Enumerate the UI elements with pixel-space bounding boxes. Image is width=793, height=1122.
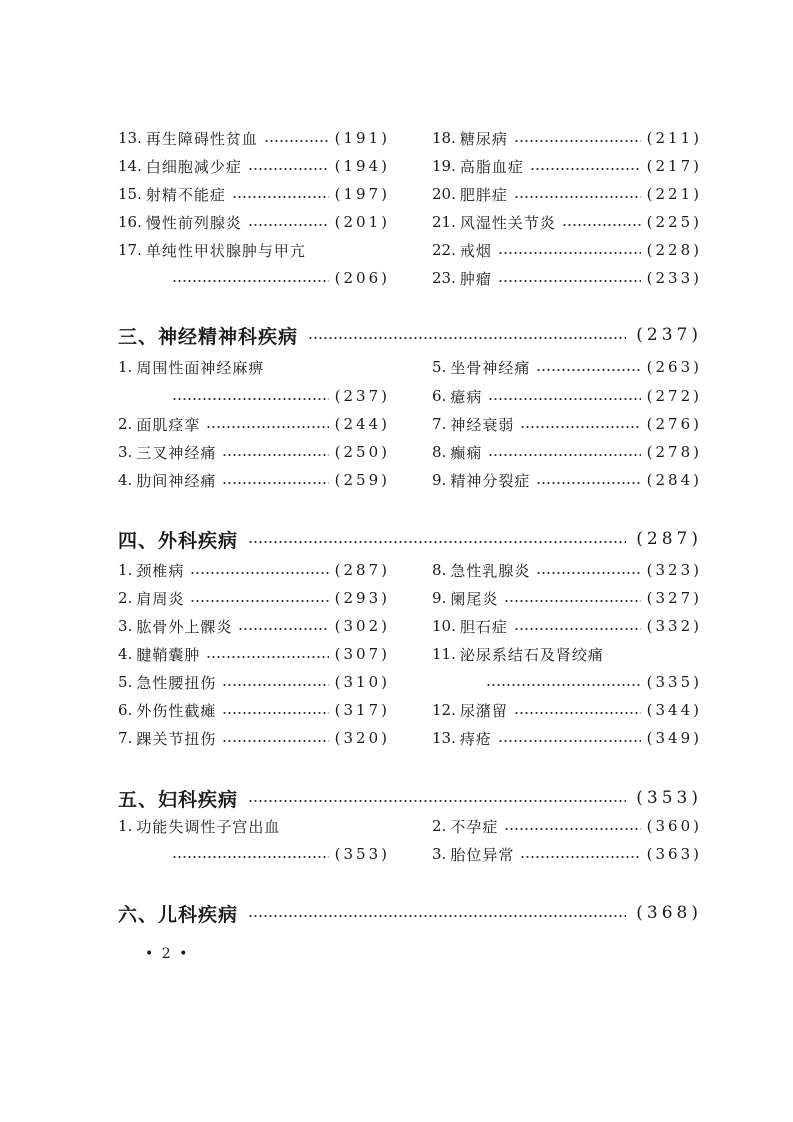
entry-title: 高脂血症 xyxy=(459,157,524,176)
entry-title: 踝关节扭伤 xyxy=(136,729,217,748)
entry-number: 9. xyxy=(432,589,447,607)
toc-entry[interactable] xyxy=(432,469,702,491)
dot-leader xyxy=(514,628,641,630)
entry-page: (191) xyxy=(334,129,390,147)
entry-page: (221) xyxy=(646,185,702,203)
entry-page: (211) xyxy=(646,129,702,147)
toc-entry[interactable] xyxy=(432,843,702,865)
entry-title: 功能失调性子宫出血 xyxy=(136,817,281,836)
toc-entry-continuation[interactable] xyxy=(118,385,390,407)
entry-number: 6. xyxy=(432,387,447,405)
entry-title: 颈椎病 xyxy=(136,561,185,580)
entry-title: 肩周炎 xyxy=(136,589,185,608)
entry-number: 4. xyxy=(118,471,133,489)
dot-leader xyxy=(488,454,640,456)
toc-entry[interactable] xyxy=(432,699,702,721)
entry-number: 19. xyxy=(432,157,456,175)
entry-title: 泌尿系结石及肾绞痛 xyxy=(459,645,604,664)
toc-entry[interactable] xyxy=(118,559,390,581)
entry-page: (323) xyxy=(646,561,702,579)
entry-title: 肥胖症 xyxy=(459,185,508,204)
entry-title: 阑尾炎 xyxy=(450,589,499,608)
toc-entry[interactable] xyxy=(432,239,702,261)
entry-page: (217) xyxy=(646,157,702,175)
entry-title: 射精不能症 xyxy=(145,185,226,204)
entry-title: 三叉神经痛 xyxy=(136,443,217,462)
toc-entry[interactable] xyxy=(432,385,702,407)
entry-page: (310) xyxy=(334,673,390,691)
entry-number: 13. xyxy=(432,729,456,747)
entry-number: 4. xyxy=(118,645,133,663)
entry-page: (237) xyxy=(334,387,390,405)
dot-leader xyxy=(248,800,626,802)
entry-page: (228) xyxy=(646,241,702,259)
entry-page: (287) xyxy=(334,561,390,579)
entry-page: (233) xyxy=(646,269,702,287)
section-title: 六、儿科疾病 xyxy=(118,903,239,926)
dot-leader xyxy=(498,280,641,282)
entry-title: 周围性面神经麻痹 xyxy=(136,358,265,377)
dot-leader xyxy=(248,915,626,917)
entry-page: (349) xyxy=(646,729,702,747)
entry-page: (225) xyxy=(646,213,702,231)
dot-leader xyxy=(520,426,640,428)
toc-entry-continuation[interactable] xyxy=(432,671,702,693)
toc-entry[interactable] xyxy=(432,643,702,665)
section-page: (287) xyxy=(636,529,702,549)
section-page: (368) xyxy=(636,903,702,923)
section-page: (353) xyxy=(636,788,702,808)
entry-page: (284) xyxy=(646,471,702,489)
entry-title: 肋间神经痛 xyxy=(136,471,217,490)
toc-entry[interactable] xyxy=(432,155,702,177)
dot-leader xyxy=(232,196,329,198)
entry-title: 糖尿病 xyxy=(459,129,508,148)
entry-number: 3. xyxy=(118,443,133,461)
dot-leader xyxy=(238,628,328,630)
entry-page: (307) xyxy=(334,645,390,663)
entry-page: (363) xyxy=(646,845,702,863)
dot-leader xyxy=(504,600,640,602)
toc-entry[interactable] xyxy=(118,587,390,609)
entry-page: (263) xyxy=(646,358,702,376)
entry-number: 8. xyxy=(432,443,447,461)
entry-number: 2. xyxy=(118,589,133,607)
dot-leader xyxy=(248,541,626,543)
toc-entry[interactable] xyxy=(118,211,390,233)
entry-title: 急性乳腺炎 xyxy=(450,561,531,580)
entry-page: (332) xyxy=(646,617,702,635)
dot-leader xyxy=(190,572,328,574)
toc-entry[interactable] xyxy=(118,441,390,463)
entry-number: 8. xyxy=(432,561,447,579)
dot-leader xyxy=(206,656,328,658)
entry-page: (276) xyxy=(646,415,702,433)
dot-leader xyxy=(172,398,329,400)
toc-entry[interactable] xyxy=(432,441,702,463)
dot-leader xyxy=(488,398,640,400)
entry-title: 不孕症 xyxy=(450,817,499,836)
section-heading-gynecology[interactable] xyxy=(118,784,702,812)
dot-leader xyxy=(520,856,640,858)
dot-leader xyxy=(514,196,641,198)
toc-entry[interactable] xyxy=(118,183,390,205)
toc-entry[interactable] xyxy=(118,127,390,149)
toc-entry[interactable] xyxy=(432,727,702,749)
entry-number: 7. xyxy=(118,729,133,747)
entry-title: 尿潴留 xyxy=(459,701,508,720)
entry-page: (360) xyxy=(646,817,702,835)
entry-title: 风湿性关节炎 xyxy=(459,213,556,232)
toc-entry-continuation[interactable] xyxy=(118,267,390,289)
dot-leader xyxy=(222,740,328,742)
entry-title: 痔疮 xyxy=(459,729,492,748)
toc-entry[interactable] xyxy=(432,815,702,837)
entry-number: 5. xyxy=(118,673,133,691)
toc-entry[interactable] xyxy=(432,356,702,378)
entry-title: 白细胞减少症 xyxy=(145,157,242,176)
dot-leader xyxy=(498,740,641,742)
toc-entry[interactable] xyxy=(432,267,702,289)
entry-page: (244) xyxy=(334,415,390,433)
toc-entry-continuation[interactable] xyxy=(118,843,390,865)
dot-leader xyxy=(248,224,329,226)
dot-leader xyxy=(504,828,640,830)
entry-number: 23. xyxy=(432,269,456,287)
toc-entry[interactable] xyxy=(118,413,390,435)
entry-number: 2. xyxy=(432,817,447,835)
entry-title: 癔病 xyxy=(450,387,483,406)
entry-title: 坐骨神经痛 xyxy=(450,358,531,377)
entry-number: 7. xyxy=(432,415,447,433)
dot-leader xyxy=(536,482,640,484)
toc-entry[interactable] xyxy=(432,211,702,233)
entry-title: 胎位异常 xyxy=(450,845,515,864)
entry-number: 22. xyxy=(432,241,456,259)
entry-page: (194) xyxy=(334,157,390,175)
dot-leader xyxy=(536,369,640,371)
entry-page: (206) xyxy=(334,269,390,287)
toc-entry[interactable] xyxy=(118,469,390,491)
section-title: 五、妇科疾病 xyxy=(118,788,239,811)
dot-leader xyxy=(172,856,329,858)
dot-leader xyxy=(536,572,640,574)
page-folio: • 2 • xyxy=(145,946,190,962)
toc-entry[interactable] xyxy=(432,127,702,149)
toc-entry[interactable] xyxy=(118,671,390,693)
entry-title: 单纯性甲状腺肿与甲亢 xyxy=(145,241,306,260)
entry-number: 13. xyxy=(118,129,142,147)
dot-leader xyxy=(514,712,641,714)
entry-page: (327) xyxy=(646,589,702,607)
entry-page: (259) xyxy=(334,471,390,489)
entry-number: 20. xyxy=(432,185,456,203)
entry-number: 15. xyxy=(118,185,142,203)
entry-number: 3. xyxy=(432,845,447,863)
section-page: (237) xyxy=(636,325,702,345)
entry-page: (353) xyxy=(334,845,390,863)
entry-number: 3. xyxy=(118,617,133,635)
toc-entry[interactable] xyxy=(432,615,702,637)
entry-title: 外伤性截瘫 xyxy=(136,701,217,720)
dot-leader xyxy=(206,426,328,428)
entry-title: 面肌痉挛 xyxy=(136,415,201,434)
entry-number: 14. xyxy=(118,157,142,175)
entry-number: 11. xyxy=(432,645,456,663)
toc-entry[interactable] xyxy=(118,356,390,378)
entry-title: 再生障碍性贫血 xyxy=(145,129,258,148)
dot-leader xyxy=(222,684,328,686)
dot-leader xyxy=(498,252,641,254)
entry-title: 肿瘤 xyxy=(459,269,492,288)
entry-page: (250) xyxy=(334,443,390,461)
dot-leader xyxy=(530,168,641,170)
toc-entry[interactable] xyxy=(432,183,702,205)
entry-number: 18. xyxy=(432,129,456,147)
entry-page: (201) xyxy=(334,213,390,231)
entry-page: (335) xyxy=(646,673,702,691)
toc-entry[interactable] xyxy=(118,815,390,837)
entry-page: (278) xyxy=(646,443,702,461)
section-heading-neuro[interactable] xyxy=(118,321,702,349)
dot-leader xyxy=(308,337,626,339)
dot-leader xyxy=(190,600,328,602)
dot-leader xyxy=(222,454,328,456)
entry-number: 17. xyxy=(118,241,142,259)
entry-number: 6. xyxy=(118,701,133,719)
entry-number: 12. xyxy=(432,701,456,719)
entry-number: 21. xyxy=(432,213,456,231)
dot-leader xyxy=(222,712,328,714)
entry-page: (317) xyxy=(334,701,390,719)
dot-leader xyxy=(248,168,329,170)
entry-title: 急性腰扭伤 xyxy=(136,673,217,692)
toc-entry[interactable] xyxy=(432,413,702,435)
toc-entry[interactable] xyxy=(118,643,390,665)
entry-number: 2. xyxy=(118,415,133,433)
entry-title: 腱鞘囊肿 xyxy=(136,645,201,664)
section-title: 三、神经精神科疾病 xyxy=(118,325,299,348)
dot-leader xyxy=(222,482,328,484)
entry-number: 1. xyxy=(118,358,133,376)
entry-page: (293) xyxy=(334,589,390,607)
dot-leader xyxy=(486,684,641,686)
entry-title: 癫痫 xyxy=(450,443,483,462)
entry-page: (344) xyxy=(646,701,702,719)
toc-entry[interactable] xyxy=(118,699,390,721)
entry-title: 戒烟 xyxy=(459,241,492,260)
toc-entry[interactable] xyxy=(118,155,390,177)
entry-page: (197) xyxy=(334,185,390,203)
entry-title: 慢性前列腺炎 xyxy=(145,213,242,232)
entry-number: 1. xyxy=(118,817,133,835)
entry-number: 5. xyxy=(432,358,447,376)
entry-title: 精神分裂症 xyxy=(450,471,531,490)
dot-leader xyxy=(514,140,641,142)
section-heading-pediatrics[interactable] xyxy=(118,899,702,927)
toc-entry[interactable] xyxy=(118,615,390,637)
toc-entry[interactable] xyxy=(432,587,702,609)
entry-title: 神经衰弱 xyxy=(450,415,515,434)
toc-entry[interactable] xyxy=(118,239,390,261)
entry-number: 1. xyxy=(118,561,133,579)
section-title: 四、外科疾病 xyxy=(118,529,239,552)
entry-page: (272) xyxy=(646,387,702,405)
entry-title: 胆石症 xyxy=(459,617,508,636)
dot-leader xyxy=(172,280,329,282)
entry-page: (302) xyxy=(334,617,390,635)
entry-number: 9. xyxy=(432,471,447,489)
entry-number: 16. xyxy=(118,213,142,231)
dot-leader xyxy=(264,140,329,142)
entry-number: 10. xyxy=(432,617,456,635)
toc-entry[interactable] xyxy=(118,727,390,749)
toc-entry[interactable] xyxy=(432,559,702,581)
section-heading-surgery[interactable] xyxy=(118,525,702,553)
dot-leader xyxy=(562,224,641,226)
entry-title: 肱骨外上髁炎 xyxy=(136,617,233,636)
entry-page: (320) xyxy=(334,729,390,747)
